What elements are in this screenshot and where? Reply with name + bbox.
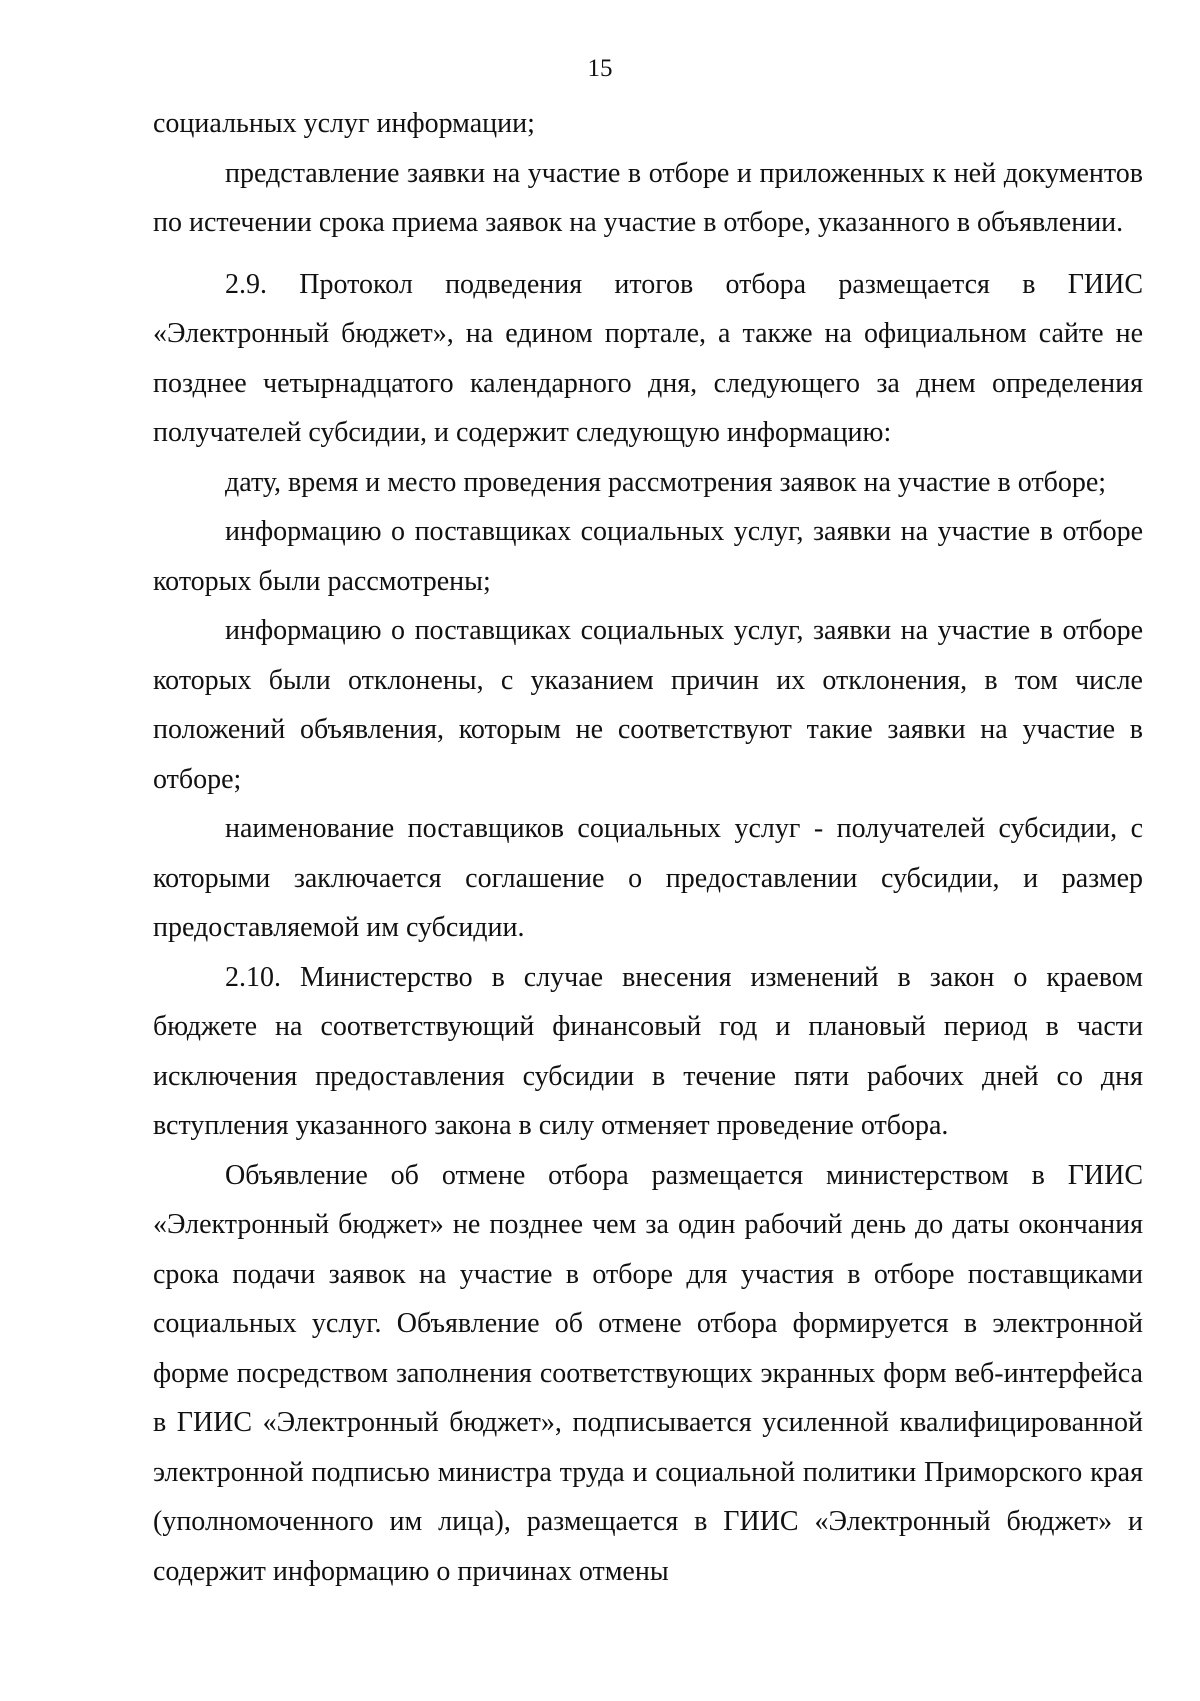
document-body bbox=[153, 99, 1143, 1596]
paragraph-rejected-suppliers: информацию о поставщиках социальных услуг, заявки на участие в отборе которых были отклонены, с указанием причин их отклонения, в том числе положений объявления, которым не соответствуют такие заявки на участие в отборе; bbox=[153, 615, 1143, 795]
paragraph-late-application: представление заявки на участие в отборе и приложенных к ней документов по истечении срока приема заявок на участие в отборе, указанного в объявлении. bbox=[153, 157, 1143, 238]
paragraph-reviewed-suppliers: информацию о поставщиках социальных услуг, заявки на участие в отборе которых были рассмотрены; bbox=[153, 516, 1143, 597]
paragraph-subsidy-recipients: наименование поставщиков социальных услуг - получателей субсидии, с которыми заключается соглашение о предоставлении субсидии, и размер предоставляемой им субсидии. bbox=[153, 813, 1143, 943]
paragraph-section-2-9: 2.9. Протокол подведения итогов отбора размещается в ГИИС «Электронный бюджет», на едином портале, а также на официальном сайте не позднее четырнадцатого календарного дня, следующего за днем определения получателей субсидии, и содержит следующую информацию: bbox=[153, 268, 1143, 448]
page-number: 15 bbox=[587, 55, 613, 82]
paragraph-date-time-place: дату, время и место проведения рассмотрения заявок на участие в отборе; bbox=[225, 466, 1107, 498]
paragraph-continuation: социальных услуг информации; bbox=[153, 108, 535, 139]
paragraph-cancellation-notice: Объявление об отмене отбора размещается министерством в ГИИС «Электронный бюджет» не позднее чем за один рабочий день до даты окончания срока подачи заявок на участие в отборе для участия в отборе поставщиками социальных услуг. Объявление об отмене отбора формируется в электронной форме посредством заполнения соответствующих экранных форм веб-интерфейса в ГИИС «Электронный бюджет», подписывается усиленной квалифицированной электронной подписью министра труда и социальной политики Приморского края (уполномоченного им лица), размещается в ГИИС «Электронный бюджет» и содержит информацию о причинах отмены bbox=[153, 1159, 1143, 1587]
paragraph-section-2-10: 2.10. Министерство в случае внесения изменений в закон о краевом бюджете на соответствующий финансовый год и плановый период в части исключения предоставления субсидии в течение пяти рабочих дней со дня вступления указанного закона в силу отменяет проведение отбора. bbox=[153, 961, 1143, 1141]
